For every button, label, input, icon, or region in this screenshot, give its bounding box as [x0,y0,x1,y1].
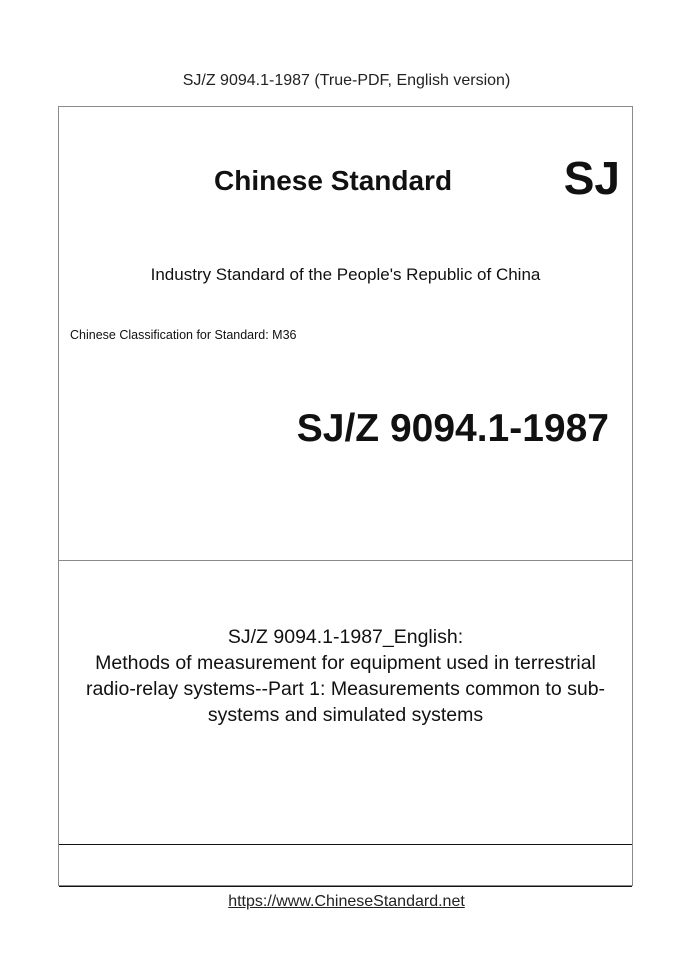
title-line: systems and simulated systems [207,704,484,726]
classification-label: Chinese Classification for Standard: M36 [70,328,297,342]
standard-number: SJ/Z 9094.1-1987 [296,407,609,450]
document-title [67,624,624,728]
standard-code-mark: SJ [563,152,620,204]
industry-standard-line: Industry Standard of the People's Republic of China [150,265,541,284]
website-link[interactable]: https://www.ChineseStandard.net [228,893,465,910]
page-header: SJ/Z 9094.1-1987 (True-PDF, English version) [182,72,511,89]
cover-top-section [59,107,632,561]
title-line: SJ/Z 9094.1-1987_English: [227,626,464,648]
cover-title-section [59,561,632,844]
document-type-heading: Chinese Standard [214,165,453,196]
title-line: radio-relay systems--Part 1: Measurements common to sub- [85,678,606,700]
cover-frame [58,106,633,886]
cover-bottom-band [59,844,632,887]
title-line: Methods of measurement for equipment used in terrestrial [95,652,596,674]
footer [0,893,693,911]
